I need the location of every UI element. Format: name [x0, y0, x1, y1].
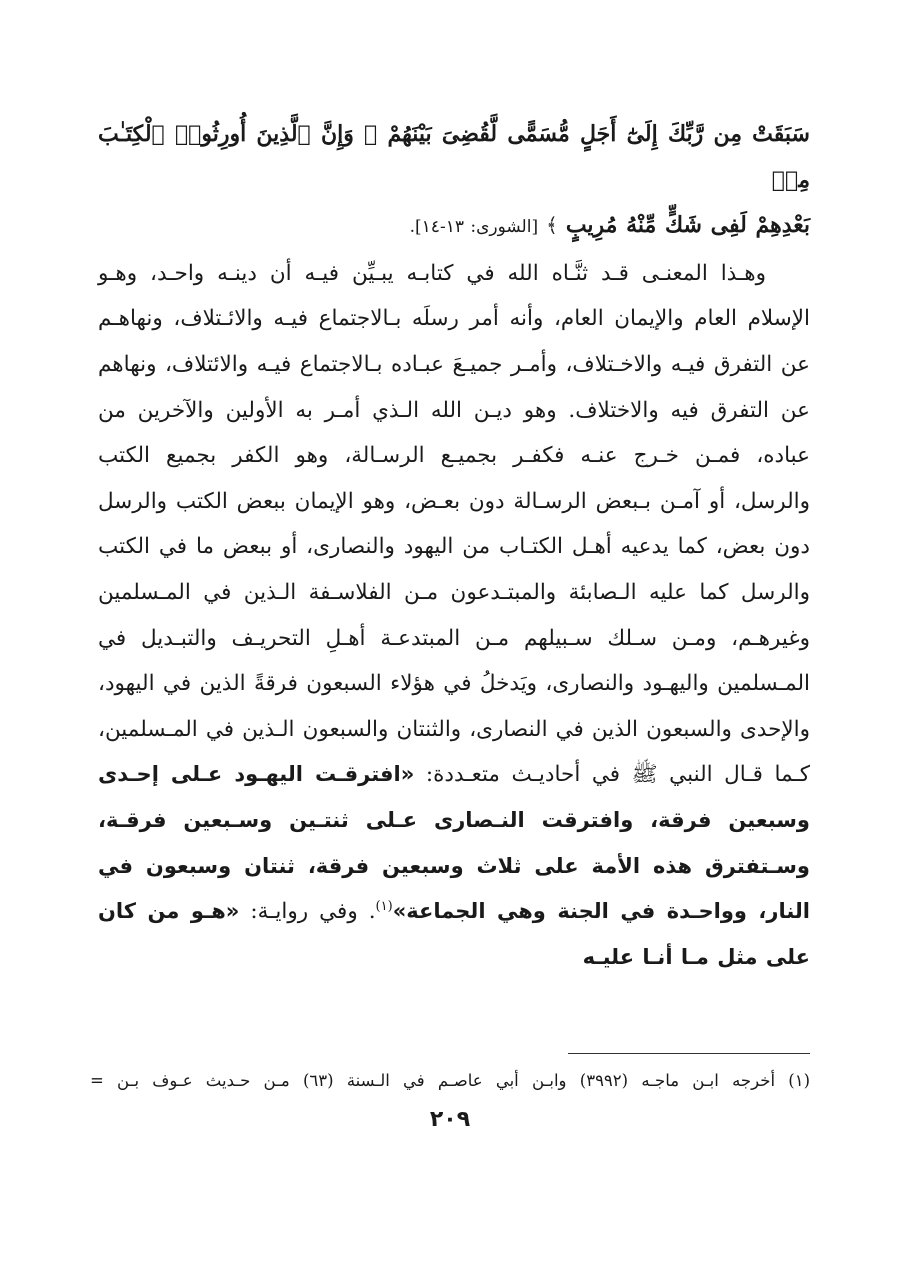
- quran-verse-line-2: [98, 203, 810, 251]
- footnote-divider: [568, 1053, 810, 1054]
- verse-ornament-bracket: ﴾: [546, 213, 558, 238]
- narration-intro: . وفي روايـة:: [250, 899, 376, 925]
- verse-reference: [الشورى: ١٣-١٤].: [409, 217, 539, 238]
- footnote-text: (١) أخرجه ابـن ماجـه (٣٩٩٢) وابـن أبي عاصـم في الـسنة (٦٣) مـن حـديث عـوف بـن =: [90, 1071, 811, 1090]
- footnote: [90, 1066, 810, 1096]
- hadith-quote-1: «افترقـت اليهـود عـلى إحـدى وسبعين فرقة، وافترقت النـصارى عـلى ثنتـين وسـبعين فرقـة، وسـتفترق هذه الأمة على ثلاث وسبعين فرقة، ثنتان وسبعون في النار، وواحـدة في الجنة وهي الجماعة»: [98, 762, 811, 924]
- footnote-marker[interactable]: (١): [375, 898, 393, 914]
- hadith-quote-2: «هـو من كان على مثل مـا أنـا عليـه: [98, 899, 810, 969]
- main-text: [98, 112, 810, 980]
- page-number: ٢٠٩: [429, 1107, 471, 1132]
- quran-verse-text-1: سَبَقَتْ مِن رَّبِّكَ إِلَىٰٓ أَجَلٍ مُّسَمًّى لَّقُضِىَ بَيْنَهُمْ ۚ وَإِنَّ ٱلَّذِينَ أُورِثُوا۟ ٱلْكِتَـٰبَ مِنۢ: [98, 121, 810, 193]
- paragraph-text: وهـذا المعنـى قـد ثنَّـاه الله في كتابـه يبـيِّن فيـه أن دينـه واحـد، وهـو الإسلام العام والإيمان العام، وأنه أمر رسلَه بـالاجتماع فيـه والائـتلاف، ونهاهـم عن التفرق فيـه والاخـتلاف، وأمـر جميـعَ عبـاده بـالاجتماع فيـه والائتلاف، ونهاهم عن التفرق فيه والاختلاف. وهو ديـن الله الـذي أمـر به الأولين والآخرين من عباده، فمـن خـرج عنـه فكفـر بجميـع الرسـالة، وهو الكفر بجميع الكتب والرسل، أو آمـن بـبعض الرسـالة دون بعـض، وهو الإيمان ببعض الكتب والرسل دون بعض، كما يدعيه أهـل الكتـاب من اليهود والنصارى، أو ببعض ما في الكتب والرسل كما عليه الـصابئة والمبتـدعون مـن الفلاسـفة الـذين في المـسلمين وغيرهـم، ومـن سـلك سـبيلهم مـن المبتدعـة أهـلِ التحريـف والتبـديل في المـسلمين واليهـود والنصارى، ويَدخلُ في هؤلاء السبعون فرقةً الذين في اليهود، والإحدى والسبعون الذين في النصارى، والثنتان والسبعون الـذين في المـسلمين، كـما قـال النبي ﷺ في أحاديـث متعـددة:: [98, 260, 810, 788]
- body-paragraph: [98, 251, 810, 981]
- quran-verse-line-1: [98, 112, 810, 203]
- quran-verse-text-2: بَعْدِهِمْ لَفِى شَكٍّ مِّنْهُ مُرِيبٍ: [565, 212, 810, 239]
